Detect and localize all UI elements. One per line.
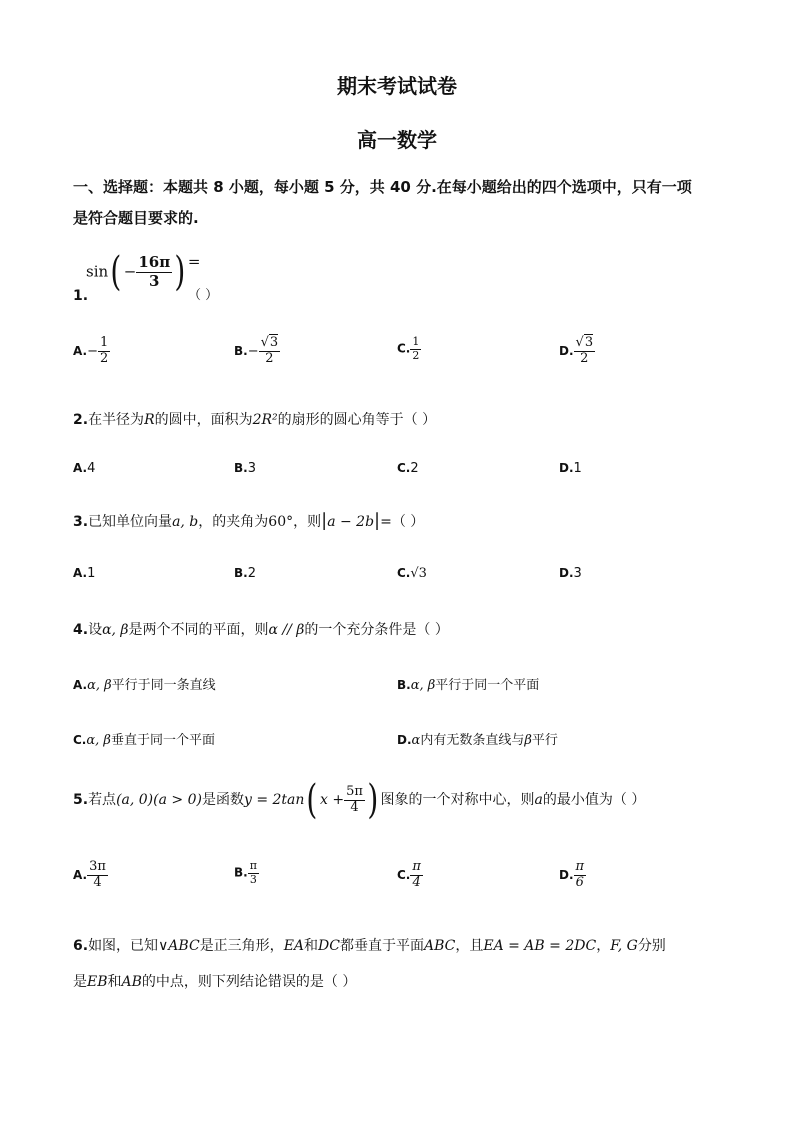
option-denominator: 4: [412, 874, 421, 890]
option-label: A.: [73, 566, 88, 580]
option-value: √3: [410, 566, 427, 581]
q6-abc: ABC: [423, 938, 456, 954]
option-label: A.: [73, 678, 88, 692]
q5-left-paren: (: [306, 777, 318, 823]
q3-text-d: =（ ）: [380, 514, 425, 530]
q4-option-c[interactable]: [73, 729, 215, 748]
q1-num: 1.: [73, 288, 89, 304]
option-numerator: [259, 336, 281, 352]
q5-stem: [73, 777, 646, 823]
option-label: A.: [73, 343, 88, 358]
q2-option-a[interactable]: [73, 461, 95, 476]
q1-number: [73, 288, 88, 304]
option-sign: −: [87, 343, 98, 359]
option-value: 1: [573, 461, 582, 476]
option-vars: α: [411, 733, 421, 748]
q5-text-b: 是函数: [201, 792, 244, 808]
q5-text-a: 若点: [88, 792, 117, 808]
q3-abs-left: |: [321, 510, 328, 531]
q4-option-a[interactable]: [73, 674, 216, 693]
q5-condition: (a > 0): [153, 792, 202, 808]
q1-denominator: 3: [149, 271, 160, 290]
option-label: A.: [73, 867, 88, 882]
option-vars: α, β: [410, 678, 436, 693]
option-label: D.: [559, 461, 574, 475]
q3-text-a: 已知单位向量: [88, 514, 173, 530]
q6-num: 6.: [73, 938, 89, 954]
q2-expr: 2R²: [252, 412, 278, 428]
q6-stem-line2: [73, 971, 356, 991]
q6-fg: F, G: [610, 938, 638, 954]
option-text: 平行于同一条直线: [111, 678, 216, 693]
option-value: 4: [87, 461, 96, 476]
sqrt-sign-icon: √: [575, 335, 584, 350]
option-label: B.: [397, 678, 411, 692]
q1-minus: −: [123, 262, 137, 281]
option-fraction: [98, 336, 110, 367]
option-value: 3: [247, 461, 256, 476]
q2-option-d[interactable]: [559, 461, 582, 476]
option-text: 平行于同一个平面: [435, 678, 540, 693]
option-label: A.: [73, 461, 88, 475]
q1-left-paren: (: [110, 249, 122, 295]
option-numerator: 1: [99, 335, 109, 350]
q4-option-d[interactable]: [397, 729, 558, 748]
q5-option-a[interactable]: [73, 860, 108, 891]
option-text: 垂直于同一个平面: [110, 733, 215, 748]
option-sign: −: [247, 343, 259, 359]
option-label: D.: [397, 733, 412, 747]
option-denominator: 6: [575, 874, 584, 890]
option-fraction: [248, 860, 259, 886]
option-label: D.: [559, 867, 574, 882]
q5-option-d[interactable]: [559, 860, 586, 891]
q3-text-c: ，则: [293, 514, 322, 530]
q5-right-paren: ): [367, 777, 379, 823]
q1-option-c[interactable]: [397, 336, 421, 362]
q4-stem: [73, 619, 449, 639]
q5-num: 5.: [73, 792, 89, 808]
option-denominator: 2: [265, 350, 274, 366]
q6-dc: DC: [318, 938, 340, 954]
q1-numerator: 16π: [138, 253, 171, 272]
q6-text-e: ，且: [455, 938, 484, 954]
q6-text-f: ，: [596, 938, 611, 954]
option-label: C.: [397, 867, 411, 882]
option-numerator: [574, 336, 596, 352]
q2-stem: [73, 409, 436, 429]
option-numerator: π: [249, 859, 257, 872]
radicand: 3: [269, 335, 279, 350]
q5-text-c: 图象的一个对称中心，则: [380, 792, 535, 808]
q1-expression: [86, 249, 201, 295]
q2-text-a: 在半径为: [88, 412, 145, 428]
q1-fraction: [136, 254, 172, 290]
q6-text-c: 和: [304, 938, 319, 954]
option-denominator: 2: [412, 348, 420, 362]
option-fraction: [410, 860, 423, 891]
q2-option-b[interactable]: [234, 461, 256, 476]
option-numerator: 3π: [89, 859, 106, 874]
q1-option-d[interactable]: [559, 336, 595, 367]
option-denominator: 3: [249, 872, 257, 886]
option-value: 2: [247, 566, 256, 581]
q5-fraction: [344, 785, 365, 816]
radicand: 3: [584, 335, 594, 350]
q3-option-a[interactable]: [73, 566, 95, 581]
q6-ab: AB: [121, 974, 142, 990]
option-label: B.: [234, 566, 248, 580]
q6-line2-a: 是: [73, 974, 87, 990]
q5-option-c[interactable]: [397, 860, 423, 891]
q3-num: 3.: [73, 514, 89, 530]
option-label: C.: [397, 461, 411, 475]
q2-var-r: R: [144, 412, 155, 428]
q6-stem-line1: [73, 935, 666, 955]
q6-ea: EA: [283, 938, 305, 954]
option-denominator: 2: [580, 350, 589, 366]
q1-equals: =: [187, 252, 201, 271]
q6-line2-b: 和: [107, 974, 122, 990]
q3-stem: [73, 510, 424, 531]
q5-func: y = 2tan: [243, 792, 305, 808]
q5-numerator: 5π: [346, 783, 363, 799]
q6-triangle: ∨ABC: [158, 938, 200, 954]
q6-text-g: 分别: [637, 938, 666, 954]
q4-num: 4.: [73, 622, 89, 638]
q4-option-b[interactable]: [397, 674, 539, 693]
q1-func: sin: [86, 262, 109, 281]
q3-text-b: ，的夹角为: [198, 514, 269, 530]
q2-text-b: 的圆中，面积为: [154, 412, 253, 428]
q6-equation: EA = AB = 2DC: [483, 938, 597, 954]
q2-text-c: 的扇形的圆心角等于（ ）: [277, 412, 437, 428]
option-label: C.: [397, 341, 411, 356]
option-numerator: 1: [412, 335, 420, 348]
q4-text-a: 设: [88, 622, 103, 638]
option-denominator: 4: [93, 874, 102, 890]
q5-denominator: 4: [350, 799, 359, 815]
option-fraction: [574, 336, 596, 367]
q5-point: (a, 0): [116, 792, 154, 808]
q3-abs-right: |: [374, 510, 381, 531]
option-label: C.: [73, 733, 87, 747]
q5-option-b[interactable]: [234, 860, 259, 886]
option-vars: α, β: [86, 733, 111, 748]
option-fraction: [574, 860, 587, 891]
q3-expr: a − 2b: [327, 514, 375, 530]
q1-option-b[interactable]: [234, 336, 280, 367]
option-denominator: 2: [99, 350, 109, 366]
option-fraction: [87, 860, 108, 891]
option-label: B.: [234, 343, 248, 358]
q6-text-a: 如图，已知: [88, 938, 159, 954]
option-value: 1: [87, 566, 96, 581]
option-numerator: π: [575, 859, 585, 874]
q3-angle: 60°: [268, 514, 294, 530]
q1-blank: （ ）: [188, 288, 219, 303]
q6-line2-c: 的中点，则下列结论错误的是（ ）: [141, 974, 357, 990]
option-numerator: π: [412, 859, 421, 874]
q6-text-b: 是正三角形，: [199, 938, 284, 954]
q3-vectors: a, b: [172, 514, 199, 530]
option-text: 内有无数条直线与: [420, 733, 525, 748]
q4-text-c: 的一个充分条件是（ ）: [304, 622, 449, 638]
q3-option-b[interactable]: [234, 566, 256, 581]
q4-vars: α, β: [102, 622, 129, 638]
option-label: D.: [559, 343, 574, 358]
q3-option-c[interactable]: [397, 566, 427, 581]
option-value: 3: [573, 566, 582, 581]
q2-num: 2.: [73, 412, 89, 428]
option-var2: β: [524, 733, 532, 748]
q6-eb: EB: [87, 974, 108, 990]
option-fraction: [410, 336, 421, 362]
q3-option-d[interactable]: [559, 566, 582, 581]
option-text2: 平行: [531, 733, 558, 748]
subject-title: 高一数学: [357, 128, 437, 152]
section-instructions-line2: 是符合题目要求的.: [73, 209, 199, 227]
section-instructions-line1: 一、选择题：本题共 8 小题，每小题 5 分，共 40 分.在每小题给出的四个选项中，只有一项: [73, 178, 692, 196]
q5-text-d: 的最小值为（ ）: [542, 792, 646, 808]
q5-x-plus: x +: [320, 792, 345, 808]
q1-option-a[interactable]: [73, 336, 110, 367]
q2-option-c[interactable]: [397, 461, 419, 476]
q4-text-b: 是两个不同的平面，则: [128, 622, 269, 638]
option-vars: α, β: [87, 678, 112, 693]
option-label: B.: [234, 865, 248, 880]
option-label: D.: [559, 566, 574, 580]
sqrt-sign-icon: √: [260, 335, 269, 350]
option-fraction: [259, 336, 281, 367]
q1-right-paren: ): [174, 249, 186, 295]
option-value: 2: [410, 461, 419, 476]
exam-title: 期末考试试卷: [337, 74, 457, 98]
option-label: B.: [234, 461, 248, 475]
q5-var-a: a: [534, 792, 543, 808]
q4-expr: α // β: [268, 622, 305, 638]
q6-text-d: 都垂直于平面: [339, 938, 424, 954]
option-label: C.: [397, 566, 411, 580]
